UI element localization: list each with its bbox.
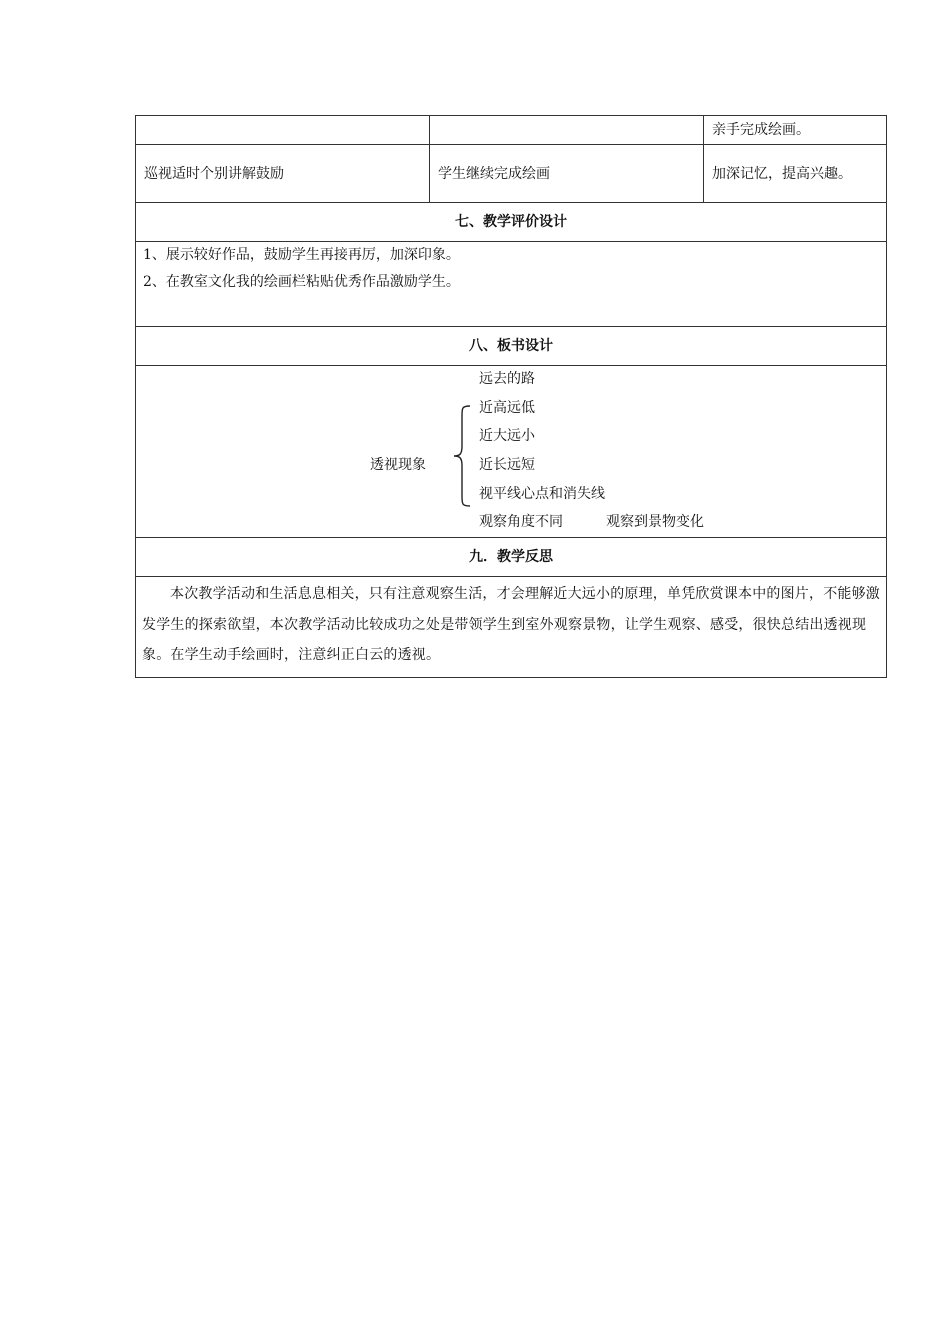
lesson-plan-table xyxy=(135,115,887,678)
evaluation-content xyxy=(136,242,887,327)
board-footer-left: 观察角度不同 xyxy=(479,514,563,530)
table-row xyxy=(136,538,887,577)
section-title-board-design: 八、板书设计 xyxy=(136,327,887,366)
board-point: 近长远短 xyxy=(479,457,535,473)
student-activity-cell xyxy=(430,116,704,145)
table-row xyxy=(136,242,887,327)
table-row xyxy=(136,145,887,203)
board-point: 视平线心点和消失线 xyxy=(479,486,605,502)
teacher-activity-cell xyxy=(136,116,430,145)
reflection-text: 本次教学活动和生活息息相关，只有注意观察生活，才会理解近大远小的原理，单凭欣赏课本中的图片，不能够激发学生的探索欲望，本次教学活动比较成功之处是带领学生到室外观察景物，让学生观察、感受，很快总结出透视现象。在学生动手绘画时，注意纠正白云的透视。 xyxy=(142,586,880,663)
student-activity-cell: 学生继续完成绘画 xyxy=(430,145,704,203)
table-row xyxy=(136,203,887,242)
teacher-activity-cell: 巡视适时个别讲解鼓励 xyxy=(136,145,430,203)
section-title-reflection: 九．教学反思 xyxy=(136,538,887,577)
reflection-content xyxy=(136,577,887,678)
board-diagram xyxy=(136,366,886,537)
board-heading: 远去的路 xyxy=(479,371,535,387)
board-topic: 透视现象 xyxy=(370,457,426,473)
section-title-evaluation: 七、教学评价设计 xyxy=(136,203,887,242)
design-intent-cell: 加深记忆，提高兴趣。 xyxy=(704,145,887,203)
board-point: 近大远小 xyxy=(479,428,535,444)
board-point: 近高远低 xyxy=(479,400,535,416)
design-intent-cell: 亲手完成绘画。 xyxy=(704,116,887,145)
board-footer-right: 观察到景物变化 xyxy=(606,514,704,530)
table-row xyxy=(136,577,887,678)
table-row xyxy=(136,366,887,538)
curly-brace-icon xyxy=(452,404,474,508)
evaluation-line: 1、展示较好作品，鼓励学生再接再厉，加深印象。 xyxy=(143,247,460,263)
table-row xyxy=(136,327,887,366)
board-design-content xyxy=(136,366,887,538)
table-row xyxy=(136,116,887,145)
evaluation-line: 2、在教室文化我的绘画栏粘贴优秀作品激励学生。 xyxy=(143,274,460,290)
